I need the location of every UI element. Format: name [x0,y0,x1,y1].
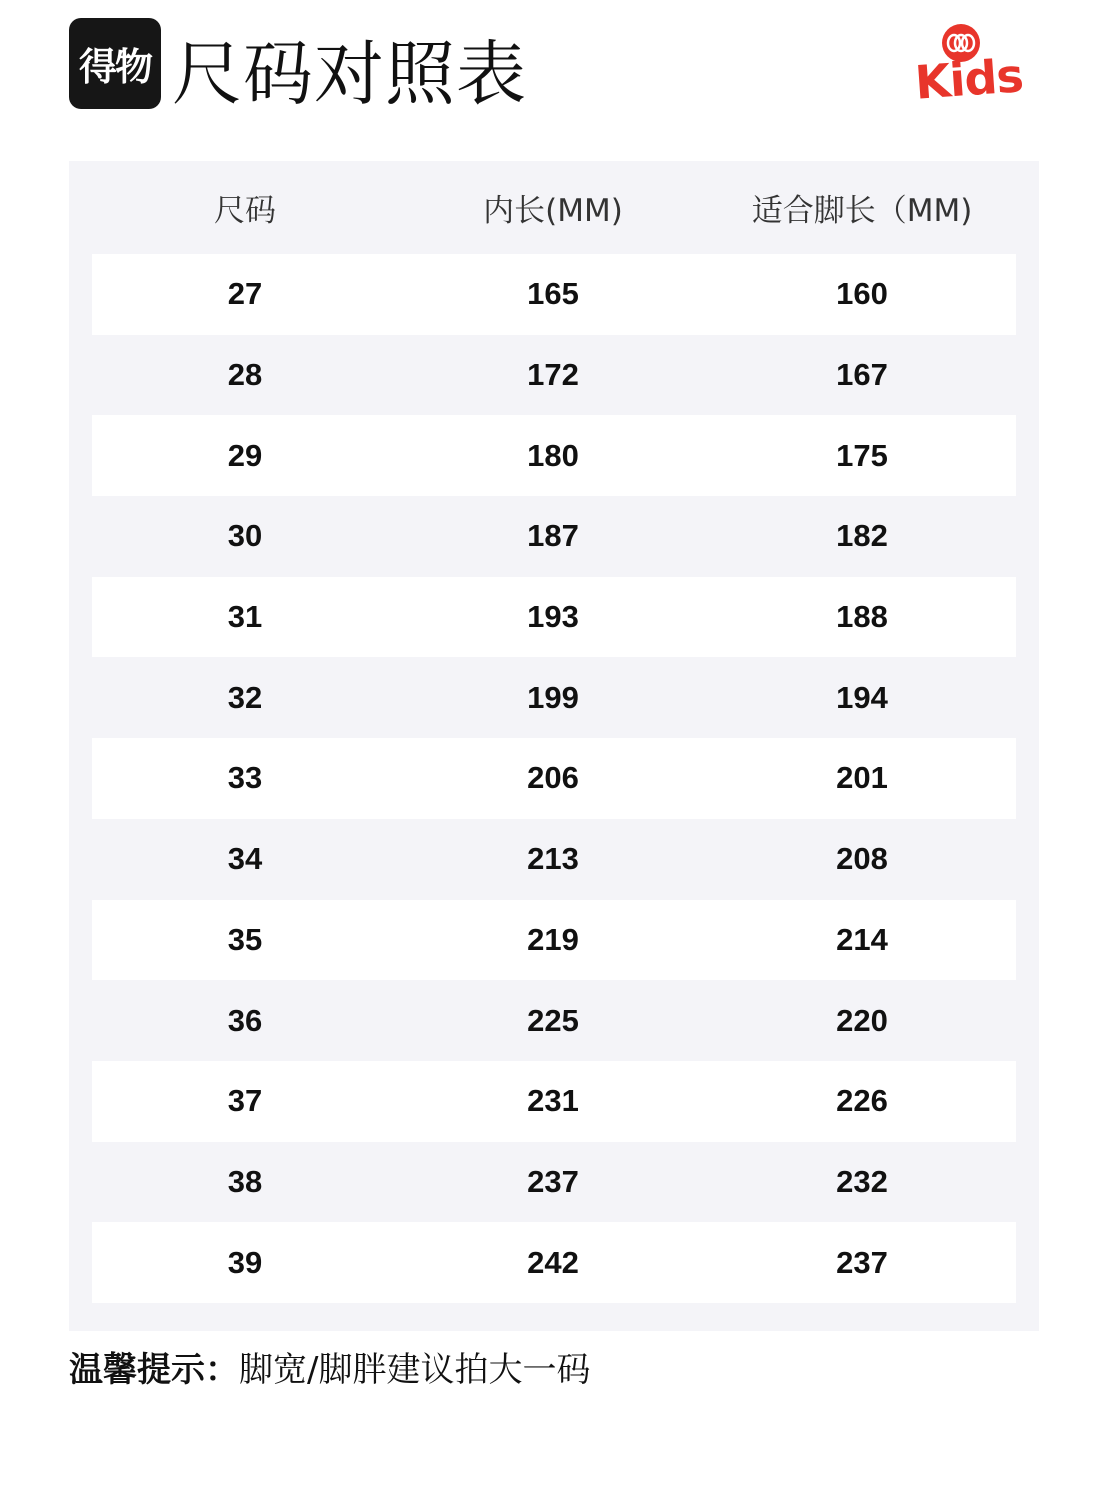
cell-inner-length: 237 [527,1163,579,1199]
cell-foot-length: 167 [836,357,888,393]
cell-size: 32 [227,679,263,715]
header-foot-length: 适合脚长（MM) [751,193,973,229]
brand-text: Kids [913,48,1025,110]
cell-foot-length: 188 [836,599,888,635]
cell-size: 27 [227,276,263,312]
page-title: 尺码对照表 [172,33,527,115]
table-row [92,415,1016,496]
cell-foot-length: 182 [836,518,888,554]
cell-size: 34 [227,841,263,877]
abc-kids-logo [913,24,1025,110]
cell-inner-length: 225 [527,1002,579,1038]
cell-inner-length: 172 [527,357,579,393]
cell-foot-length: 226 [836,1083,888,1119]
cell-foot-length: 208 [836,841,888,877]
cell-foot-length: 160 [836,276,888,312]
cell-size: 39 [227,1244,263,1280]
logo-text: 得物 [78,45,151,89]
tip-text: 脚宽/脚胖建议拍大一码 [239,1350,591,1390]
cell-foot-length: 232 [836,1163,888,1199]
cell-inner-length: 219 [527,921,579,957]
cell-foot-length: 237 [836,1244,888,1280]
table-row [92,577,1016,658]
cell-size: 31 [227,599,263,635]
cell-size: 37 [227,1083,263,1119]
header-inner-length: 内长(MM) [483,193,623,229]
table-row [92,254,1016,335]
table-header-row [92,161,1016,254]
table-row [92,738,1016,819]
cell-inner-length: 199 [527,679,579,715]
cell-foot-length: 175 [836,437,888,473]
table-row [92,496,1016,577]
table-row [92,335,1016,416]
cell-inner-length: 180 [527,437,579,473]
cell-size: 28 [227,357,263,393]
cell-foot-length: 194 [836,679,888,715]
cell-inner-length: 206 [527,760,579,796]
cell-size: 33 [227,760,263,796]
table-row [92,657,1016,738]
cell-inner-length: 193 [527,599,579,635]
header-size: 尺码 [214,193,276,229]
cell-foot-length: 220 [836,1002,888,1038]
cell-size: 29 [227,437,263,473]
tip-label: 温馨提示： [69,1350,239,1390]
cell-size: 30 [227,518,263,554]
table-row [92,980,1016,1061]
table-body [92,254,1016,1303]
cell-inner-length: 231 [527,1083,579,1119]
table-row [92,1222,1016,1303]
cell-foot-length: 201 [836,760,888,796]
cell-inner-length: 187 [527,518,579,554]
cell-size: 35 [227,921,263,957]
tip-note [69,1342,590,1391]
cell-size: 36 [227,1002,263,1038]
cell-size: 38 [227,1163,263,1199]
table-row [92,1142,1016,1223]
dewu-logo [69,18,161,109]
table-row [92,1061,1016,1142]
cell-inner-length: 242 [527,1244,579,1280]
table-row [92,819,1016,900]
table-row [92,900,1016,981]
cell-foot-length: 214 [836,921,888,957]
cell-inner-length: 213 [527,841,579,877]
cell-inner-length: 165 [527,276,579,312]
size-table [69,161,1039,1331]
